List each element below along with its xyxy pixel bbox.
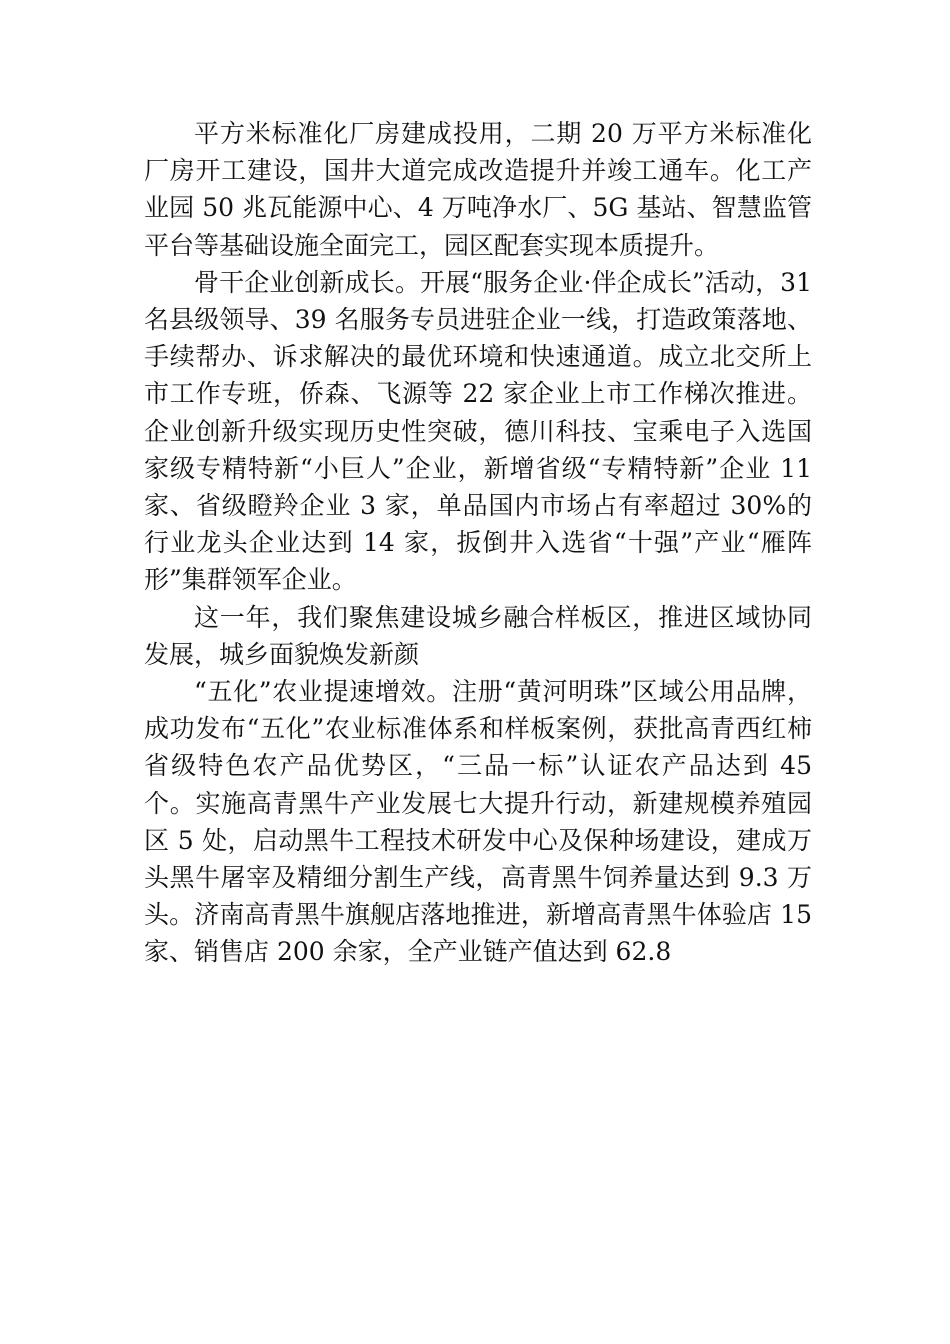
paragraph-agriculture: “五化”农业提速增效。注册“黄河明珠”区域公用品牌，成功发布“五化”农业标准体系和样板案例，获批高青西红柿省级特色农产品优势区，“三品一标”认证农产品达到 45 个。实施高青黑牛产业发展七大提升行动，新建规模养殖园区 5 处，启动黑牛工程技术研发中心及保种场建设，建成万头黑牛屠宰及精细分割生产线，高青黑牛饲养量达到 9.3 万头。济南高青黑牛旗舰店落地推进，新增高青黑牛体验店 15 家、销售店 200 余家，全产业链产值达到 62.8 <box>144 677 812 967</box>
body-text <box>144 115 812 971</box>
paragraph-continuation: 平方米标准化厂房建成投用，二期 20 万平方米标准化厂房开工建设，国井大道完成改造提升并竣工通车。化工产业园 50 兆瓦能源中心、4 万吨净水厂、5G 基站、智慧监管平台等基础设施全面完工，园区配套实现本质提升。 <box>144 119 812 260</box>
paragraph-key-enterprises: 骨干企业创新成长。开展“服务企业·伴企成长”活动，31 名县级领导、39 名服务专员进驻企业一线，打造政策落地、手续帮办、诉求解决的最优环境和快速通道。成立北交所上市工作专班，侨森、飞源等 22 家企业上市工作梯次推进。企业创新升级实现历史性突破，德川科技、宝乘电子入选国家级专精特新“小巨人”企业，新增省级“专精特新”企业 11 家、省级瞪羚企业 3 家，单品国内市场占有率超过 30%的行业龙头企业达到 14 家，扳倒井入选省“十强”产业“雁阵形”集群领军企业。 <box>144 267 812 595</box>
paragraph-urban-rural: 这一年，我们聚焦建设城乡融合样板区，推进区域协同发展，城乡面貌焕发新颜 <box>144 602 812 669</box>
